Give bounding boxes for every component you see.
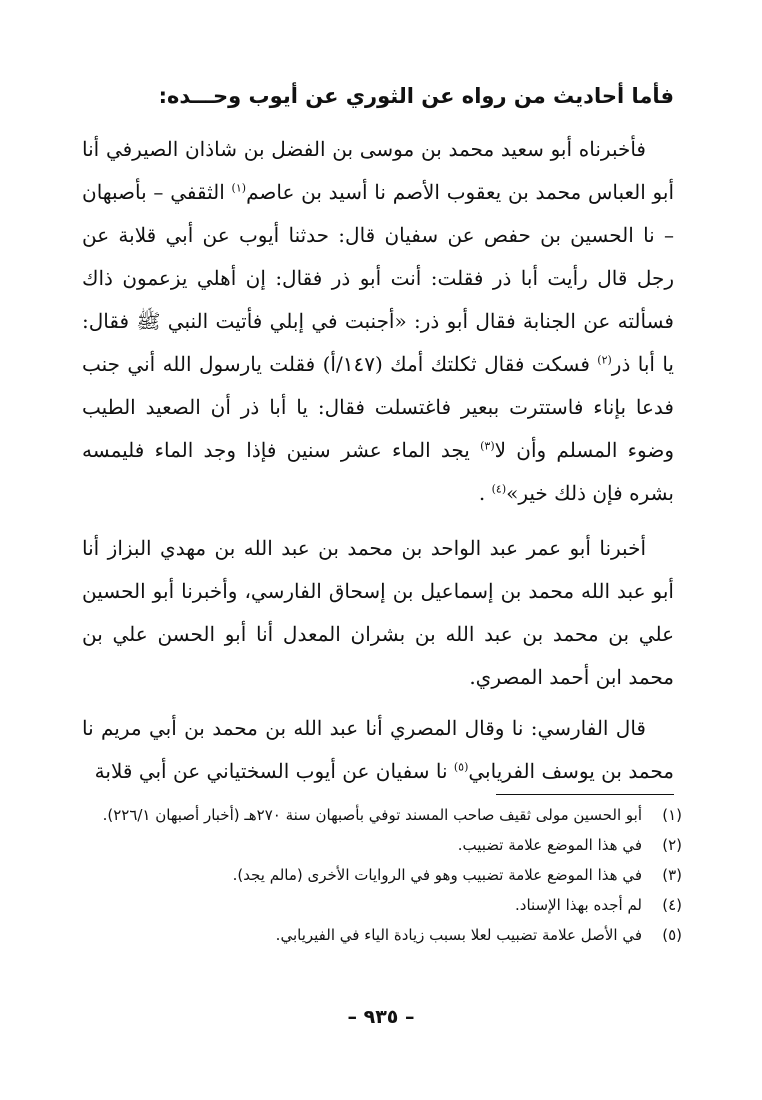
paragraph-1-text-a: فأخبرناه أبو سعيد محمد بن موسى بن الفضل بن شاذان الصيرفي أنا أبو العباس محمد بن يعقوب الأصم نا أسيد بن عاصم — [82, 137, 675, 204]
footnote-1-text: أبو الحسين مولى ثقيف صاحب المسند توفي بأصبهان سنة ٢٧٠هـ (أخبار أصبهان ٢٢٦/١). — [102, 806, 642, 824]
footnote-3 — [78, 860, 682, 890]
paragraph-3 — [82, 707, 674, 793]
paragraph-3-text-b: نا سفيان عن أيوب السختياني عن أبي قلابة — [94, 759, 454, 783]
footnotes — [78, 800, 682, 950]
footnote-5 — [78, 920, 682, 950]
footnote-2-text: في هذا الموضع علامة تضبيب. — [457, 836, 642, 854]
footnote-ref-5: (٥) — [453, 760, 469, 774]
paragraph-3-text-a: قال الفارسي: نا وقال المصري أنا عبد الله بن محمد بن أبي مريم نا محمد بن يوسف الفريابي — [82, 716, 674, 783]
footnote-4-number: (٤) — [662, 896, 682, 914]
footnote-3-number: (٣) — [662, 866, 682, 884]
footnote-ref-2: (٢) — [597, 353, 612, 367]
footnote-4 — [78, 890, 682, 920]
footnote-ref-3: (٣) — [480, 439, 495, 453]
footnote-1 — [78, 800, 682, 830]
footnote-3-text: في هذا الموضع علامة تضبيب وهو في الروايات الأخرى (مالم يجد). — [232, 866, 642, 884]
footnote-4-text: لم أجده بهذا الإسناد. — [515, 896, 642, 914]
footnote-2 — [78, 830, 682, 860]
paragraph-1-text-c: فسكت فقال ثكلتك أمك (١٤٧/أ) فقلت يارسول الله أني جنب فدعا بإناء فاستترت ببعير فاغتسلت فقال: يا أبا ذر أن الصعيد الطيب وضوء المسلم وأن لا — [82, 352, 674, 462]
footnote-separator — [496, 794, 674, 795]
main-text — [82, 128, 674, 793]
paragraph-2-text: أخبرنا أبو عمر عبد الواحد بن محمد بن عبد الله بن مهدي البزاز أنا أبو عبد الله محمد بن إسماعيل بن إسحاق الفارسي، وأخبرنا أبو الحسين علي بن محمد بن عبد الله بن بشران المعدل أنا أبو الحسن علي بن محمد ابن أحمد المصري. — [82, 536, 674, 689]
paragraph-1-text-b: الثقفي – بأصبهان – نا الحسين بن حفص عن سفيان قال: حدثنا أيوب عن أبي قلابة عن رجل قال رأيت أبا ذر فقلت: أنت أبو ذر فقال: إن أهلي يزعمون ذاك فسألته عن الجنابة فقال أبو ذر: «أجنبت في إبلي فأتيت النبي ﷺ فقال: يا أبا ذر — [82, 180, 674, 376]
footnote-5-text: في الأصل علامة تضبيب لعلا بسبب زيادة الياء في الفيريابي. — [275, 926, 642, 944]
paragraph-1 — [82, 128, 674, 515]
section-heading: فأما أحاديث من رواه عن الثوري عن أيوب وحـــده: — [158, 84, 674, 108]
footnote-2-number: (٢) — [662, 836, 682, 854]
footnote-1-number: (١) — [662, 806, 682, 824]
paragraph-2 — [82, 527, 674, 699]
paragraph-1-text-e: . — [478, 481, 492, 505]
footnote-5-number: (٥) — [662, 926, 682, 944]
footnote-ref-1: (١) — [231, 181, 247, 195]
paragraph-1-text-d: يجد الماء عشر سنين فإذا وجد الماء فليمسه بشره فإن ذلك خير» — [82, 438, 674, 505]
page-number: – ٩٣٥ – — [347, 1006, 415, 1028]
footnote-ref-4: (٤) — [491, 482, 507, 496]
